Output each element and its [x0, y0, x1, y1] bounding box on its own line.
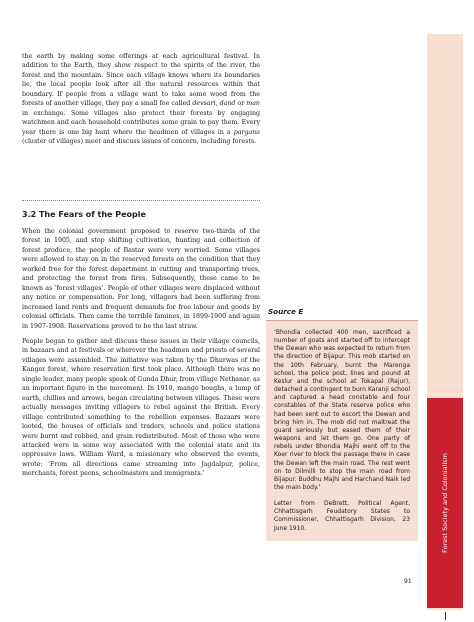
paragraph-gathering: People began to gather and discuss these issues in their village councils, in bazaars and at festivals or wherever the headmen and priests of several villages were assembled. The initiative was taken by the Dhurwas of the Kanger forest, where reservation first took place. Although there was no single leader, many people speak of Gunda Dhur, from village Nethanar, as an important figure in the movement. In 1910, mango boughs, a lump of earth, chillies and arrows, began circulating between villages. These were actually messages inviting villagers to rebel against the British. Every village contributed something to the rebellion expenses. Bazaars were looted, the houses of officials and traders, schools and police stations were burnt and robbed, and grain redistributed. Most of those who were attacked were in some way associated with the colonial state and its oppressive laws. William Ward, a missionary who observed the events, wrote: ‘From all directions came streaming into Jagdalpur, police, merchants, forest peons, schoolmasters and immigrants.’	[22, 337, 260, 478]
sidebar-top-gap	[427, 10, 463, 34]
section-column	[22, 200, 260, 485]
intro-text-2: in exchange. Some villages also protect their forests by engaging watchmen and each household contributes some grain to pay them. Every year there is one big hunt where the headmen of villages in a	[22, 109, 260, 136]
paragraph-fears: When the colonial government proposed to reserve two-thirds of the forest in 1905, and stop shifting cultivation, hunting and collection of forest produce, the people of Bastar were very worried. Some villages were allowed to stay on in the reserved forests on the condition that they worked free for the forest department in cutting and transporting trees, and protecting the forest from fires. Subsequently, these came to be known as ‘forest villages’. People of other villages were displaced without any notice or compensation. For long, villagers had been suffering from increased land rents and frequent demands for free labour and goods by colonial officials. Then came the terrible famines, in 1899-1900 and again in 1907-1908. Reservations proved to be the last straw.	[22, 228, 260, 330]
main-text-column	[22, 52, 260, 153]
page-number: 91	[404, 578, 412, 585]
source-label: Source E	[268, 307, 304, 316]
chapter-title: Forest Society and Colonialism	[441, 453, 449, 553]
source-e-panel	[266, 307, 418, 541]
intro-text-3: (cluster of villages) meet and discuss issues of concern, including forests.	[22, 138, 257, 146]
intro-text-1: the earth by making some offerings at each agricultural festival. In addition to the Earth, they show respect to the spirits of the river, the forest and the mountain. Since each village knows where its boundaries lie, the local people look after all the natural resources within that boundary. If people from a village want to take some wood from the forests of another village, they pay a small fee called	[22, 53, 260, 108]
chapter-sidebar	[427, 10, 463, 610]
section-heading: 3.2 The Fears of the People	[22, 210, 146, 219]
intro-sep-2: or	[235, 100, 247, 108]
source-quote: ‘Bhondia collected 400 men, sacrificed a number of goats and started off to intercept the Dewan who was expected to return from the direction of Bijapur. This mob started on the 10th February, burnt the Marenga school, the police post, lines and pound at Keslur and the school at Tokapal (Rajur), detached a contingent to burn Karanji school and captured a head constable and four constables of the State reserve police who had been sent out to escort the Dewan and bring him in. The mob did not maltreat the guard seriously but eased them of their weapons and let them go. One party of rebels under Bhondia Majhi went off to the Koer river to block the passage there in case the Dewan left the main road. The rest went on to Dilmilli to stop the main road from Bijapur. Buddhu Majhi and Harchand Naik led the main body.’	[274, 329, 410, 491]
term-devsari: devsari	[192, 100, 216, 108]
term-pargana: pargana	[233, 128, 260, 136]
page-edge-mark	[445, 612, 446, 620]
source-credit: Letter from DeBrett, Political Agent, Chhattisgarh Feudatory States to Commissioner, Chhattisgarh Division, 23 June 1910.	[274, 500, 410, 532]
term-dand: dand	[219, 100, 236, 108]
term-man: man	[246, 100, 260, 108]
intro-sep-1: ,	[215, 100, 220, 108]
source-box	[266, 320, 418, 541]
intro-paragraph	[22, 52, 260, 147]
